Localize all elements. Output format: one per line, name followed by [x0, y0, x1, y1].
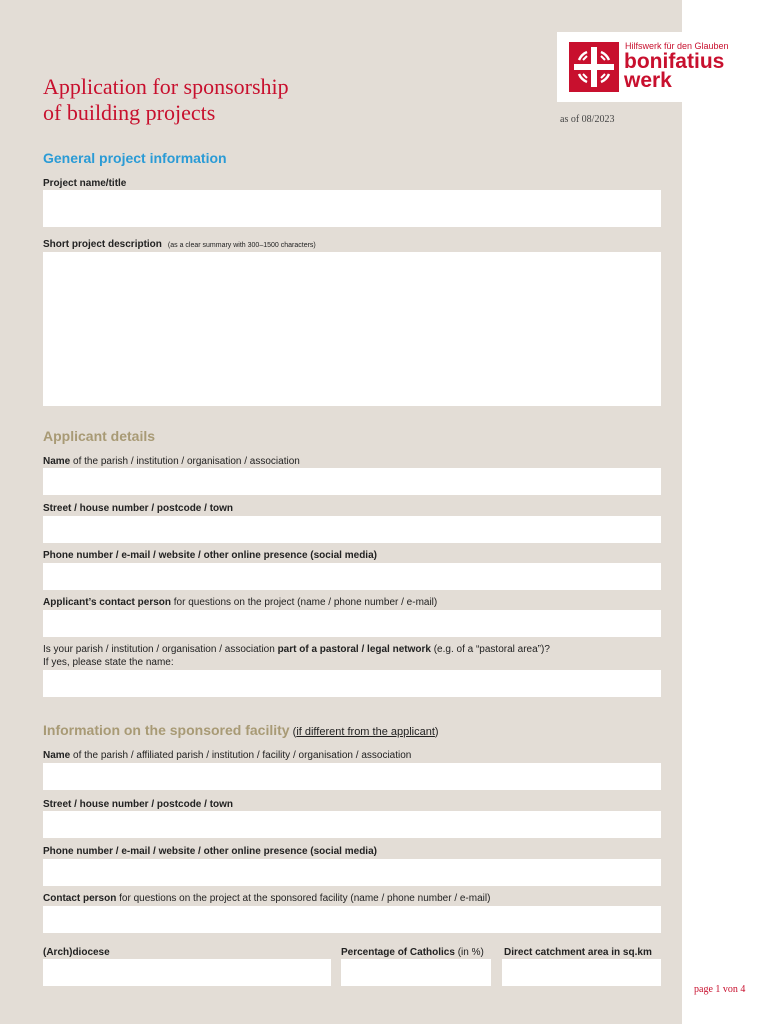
catholics-percentage-field[interactable] [341, 959, 491, 986]
project-name-label: Project name/title [43, 178, 127, 189]
facility-street-label: Street / house number / postcode / town [43, 799, 234, 810]
logo-wordmark [624, 52, 724, 90]
bonifatiuswerk-logo [557, 32, 740, 102]
section-heading-applicant: Applicant details [43, 428, 156, 444]
right-margin-panel [682, 0, 770, 1024]
diocese-label: (Arch)diocese [43, 947, 110, 958]
section-heading-general: General project information [43, 150, 227, 166]
title-line-1: Application for sponsorship [43, 74, 289, 99]
facility-contact-label: Contact person for questions on the project at the sponsored facility (name / phone number / e-mail) [43, 893, 491, 904]
project-name-field[interactable] [43, 190, 661, 227]
applicant-name-label: Name of the parish / institution / organisation / association [43, 456, 300, 467]
logo-tagline: Hilfswerk für den Glauben [625, 41, 729, 51]
applicant-contact-field[interactable] [43, 610, 661, 637]
applicant-phone-label: Phone number / e-mail / website / other online presence (social media) [43, 550, 377, 561]
facility-contact-field[interactable] [43, 906, 661, 933]
facility-name-field[interactable] [43, 763, 661, 790]
cross-emblem-icon [569, 42, 619, 92]
page-number: page 1 von 4 [694, 984, 746, 995]
applicant-phone-field[interactable] [43, 563, 661, 590]
facility-name-label: Name of the parish / affiliated parish / institution / facility / organisation / association [43, 750, 412, 761]
facility-street-field[interactable] [43, 811, 661, 838]
applicant-contact-label: Applicant’s contact person for questions on the project (name / phone number / e-mail) [43, 597, 438, 608]
diocese-field[interactable] [43, 959, 331, 986]
facility-heading-note: if different from the applicant [296, 726, 435, 738]
catholics-percentage-label: Percentage of Catholics (in %) [341, 947, 484, 958]
short-description-field[interactable] [43, 252, 661, 406]
version-date: as of 08/2023 [560, 114, 615, 125]
title-line-2: of building projects [43, 100, 216, 125]
page-title [43, 74, 289, 126]
short-description-note: (as a clear summary with 300–1500 characters) [167, 242, 316, 249]
catchment-area-label: Direct catchment area in sq.km [504, 947, 652, 958]
facility-phone-label: Phone number / e-mail / website / other online presence (social media) [43, 846, 377, 857]
applicant-name-field[interactable] [43, 468, 661, 495]
logo-word-1: bonifatius [624, 50, 725, 73]
logo-word-2: werk [624, 69, 672, 92]
short-description-label: Short project description (as a clear summary with 300–1500 characters) [43, 239, 316, 250]
network-name-field[interactable] [43, 670, 661, 697]
facility-phone-field[interactable] [43, 859, 661, 886]
section-heading-facility: Information on the sponsored facility (if different from the applicant) [43, 722, 439, 738]
applicant-street-field[interactable] [43, 516, 661, 543]
applicant-street-label: Street / house number / postcode / town [43, 503, 234, 514]
catchment-area-field[interactable] [502, 959, 661, 986]
network-question-label: Is your parish / institution / organisation / association part of a pastoral / legal network (e.g. of a “pastoral area”)? If yes, please state the name: [43, 644, 550, 668]
